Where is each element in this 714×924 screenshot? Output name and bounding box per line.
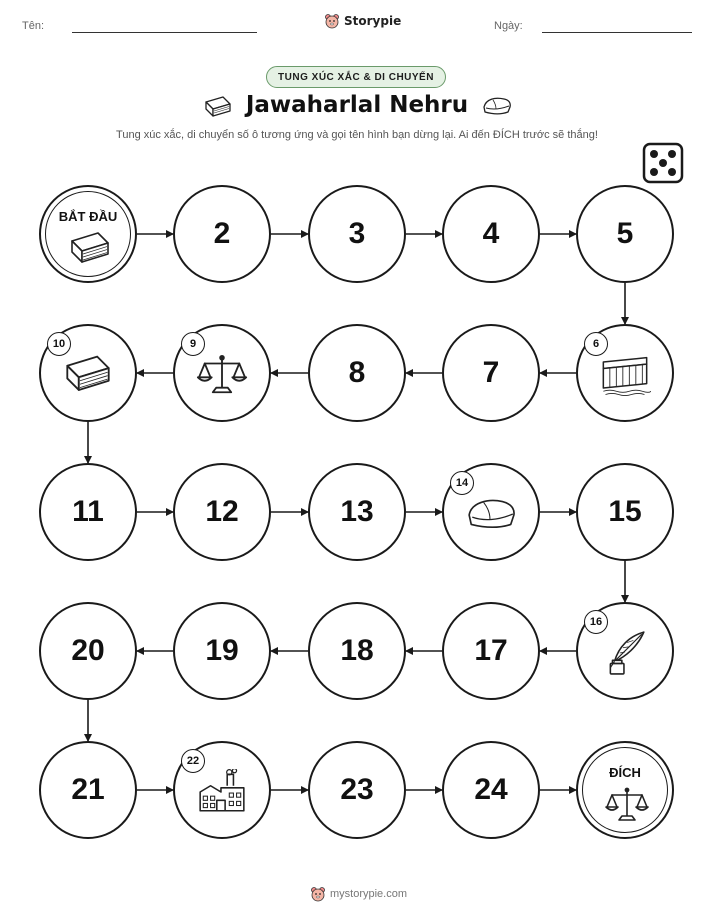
space-number-badge: 10 (47, 332, 71, 356)
board-space[interactable] (442, 324, 540, 422)
book-icon (62, 352, 114, 403)
board-space[interactable] (442, 185, 540, 283)
space-number: 5 (616, 217, 634, 250)
space-number: 2 (213, 217, 231, 250)
board-space[interactable] (576, 324, 674, 422)
board-space[interactable] (173, 741, 271, 839)
space-number: 15 (608, 495, 642, 528)
board-space[interactable] (576, 463, 674, 561)
name-label: Tên: (22, 20, 45, 32)
board-space[interactable] (308, 741, 406, 839)
space-label: BẮT ĐẦU (58, 209, 118, 224)
board-space[interactable] (39, 463, 137, 561)
board-space[interactable] (442, 602, 540, 700)
space-number: 13 (340, 495, 374, 528)
space-number: 17 (474, 634, 508, 667)
mascot-icon (310, 886, 326, 902)
space-number: 18 (340, 634, 374, 667)
date-label: Ngày: (494, 20, 523, 32)
factory-icon (196, 769, 248, 820)
space-number: 21 (71, 773, 105, 806)
board-space[interactable] (308, 463, 406, 561)
space-number-badge: 9 (181, 332, 205, 356)
scales-icon (605, 785, 649, 830)
board-space[interactable] (308, 185, 406, 283)
scales-icon (196, 352, 248, 403)
activity-badge: TUNG XÚC XẮC & DI CHUYỂN (266, 66, 446, 88)
board-space[interactable] (576, 602, 674, 700)
space-number-badge: 16 (584, 610, 608, 634)
board-space[interactable] (442, 463, 540, 561)
space-number: 19 (205, 634, 239, 667)
space-number: 24 (474, 773, 508, 806)
space-number: 11 (72, 495, 104, 528)
page-title: Jawaharlal Nehru (245, 92, 469, 118)
board-space[interactable] (39, 602, 137, 700)
book-icon (68, 229, 112, 274)
board-space[interactable] (39, 741, 137, 839)
board-space[interactable] (173, 602, 271, 700)
quill-icon (599, 630, 651, 681)
space-label: ĐÍCH (609, 765, 641, 780)
space-number: 8 (348, 356, 366, 389)
finish-space[interactable] (576, 741, 674, 839)
space-number-badge: 14 (450, 471, 474, 495)
space-number: 20 (71, 634, 105, 667)
start-space[interactable] (39, 185, 137, 283)
space-number-badge: 22 (181, 749, 205, 773)
space-number: 23 (340, 773, 374, 806)
board-space[interactable] (442, 741, 540, 839)
board-space[interactable] (39, 324, 137, 422)
space-number: 3 (348, 217, 366, 250)
board-space[interactable] (308, 602, 406, 700)
board-space[interactable] (173, 463, 271, 561)
space-number: 7 (482, 356, 500, 389)
space-number: 4 (482, 217, 500, 250)
board-space[interactable] (576, 185, 674, 283)
space-number-badge: 6 (584, 332, 608, 356)
brand-name: Storypie (344, 14, 402, 28)
instructions: Tung xúc xắc, di chuyển số ô tương ứng và gọi tên hình bạn dừng lại. Ai đến ĐÍCH trước sẽ thắng! (116, 129, 598, 141)
space-number: 12 (205, 495, 239, 528)
cap-icon (465, 491, 517, 542)
board-space[interactable] (173, 324, 271, 422)
board-space[interactable] (308, 324, 406, 422)
footer (310, 886, 407, 902)
dam-icon (599, 352, 651, 403)
footer-url[interactable]: mystorypie.com (330, 888, 408, 900)
board-space[interactable] (173, 185, 271, 283)
